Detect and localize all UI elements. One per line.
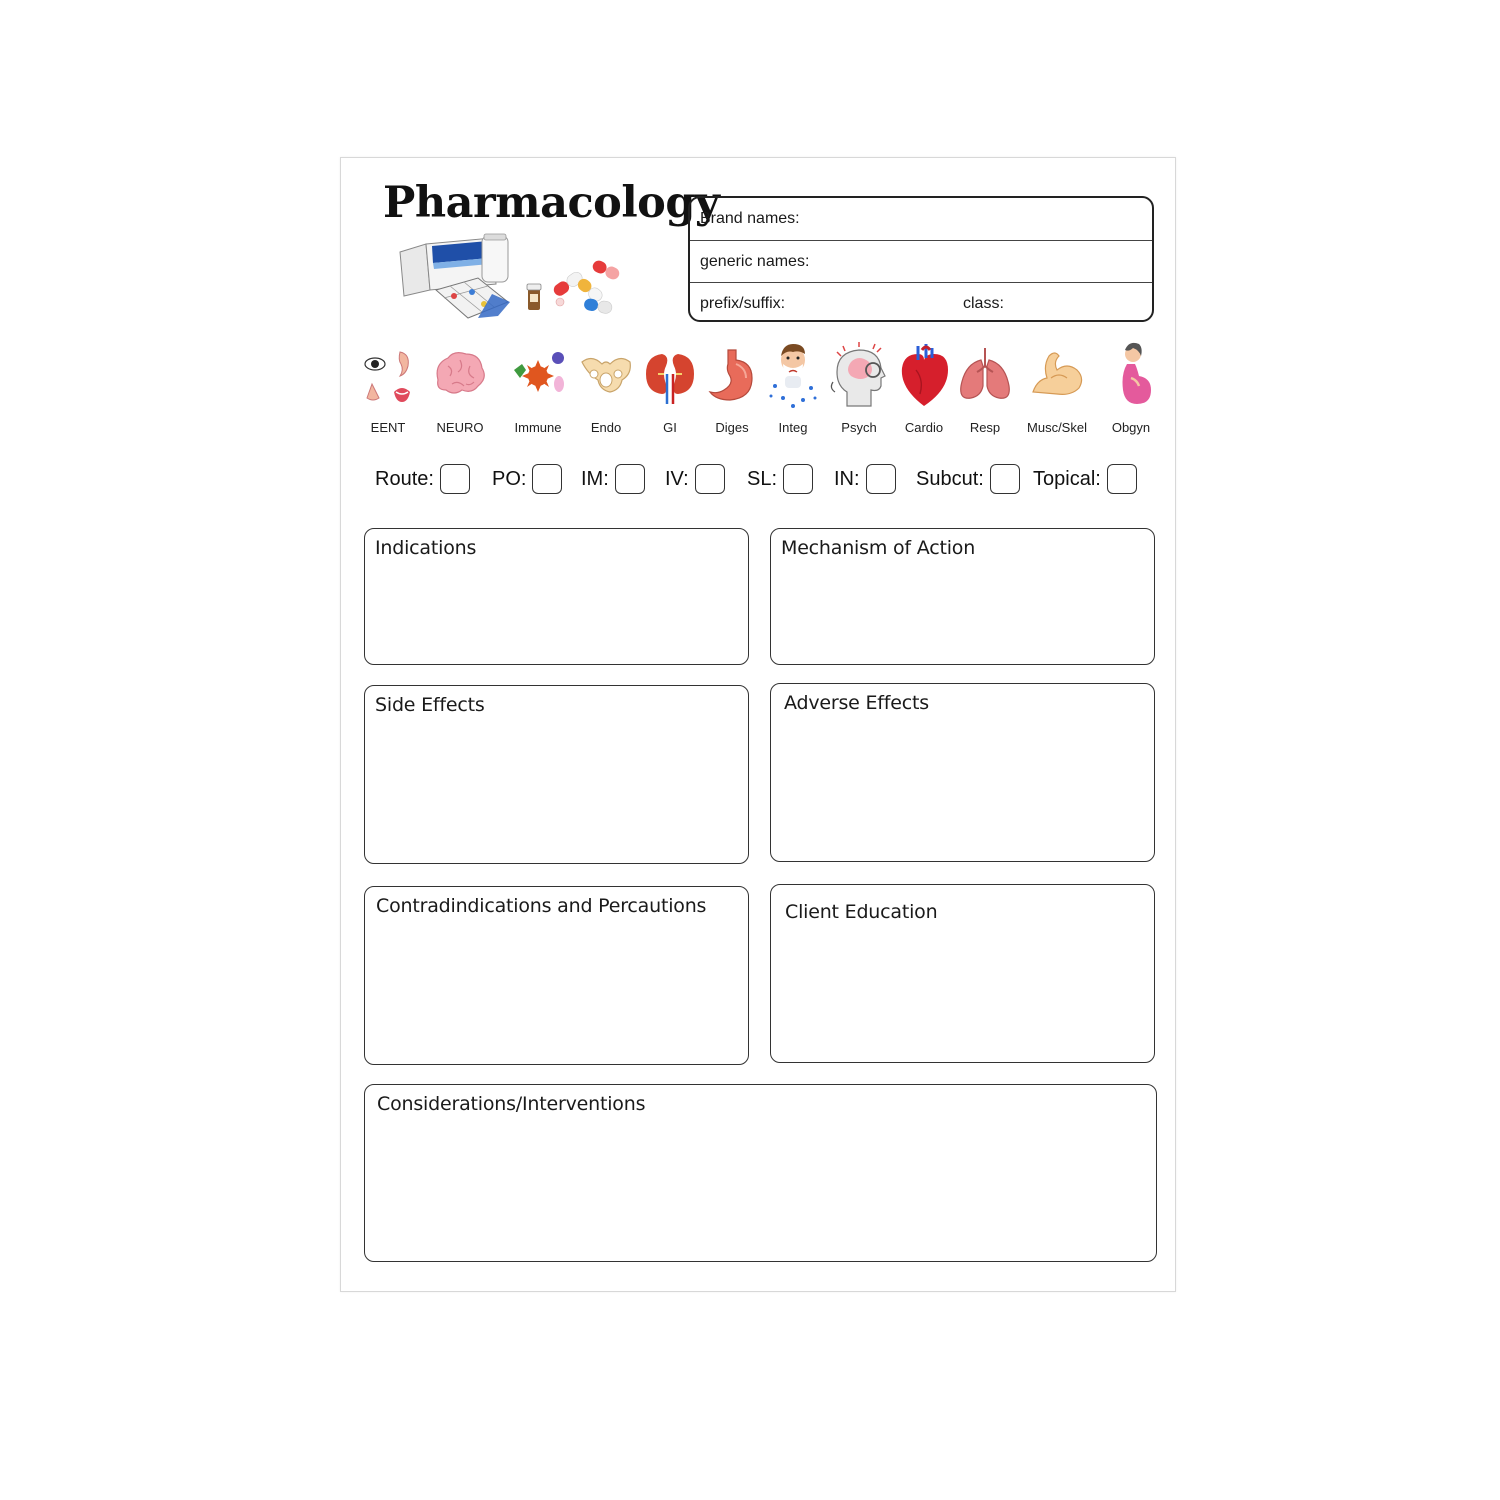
page-title: Pharmacology <box>383 178 720 228</box>
section-title: Mechanism of Action <box>781 537 976 559</box>
medicine-illustration <box>392 232 624 324</box>
system-label: Diges <box>715 420 749 435</box>
stomach-icon <box>702 340 762 412</box>
system-label: Psych <box>841 420 877 435</box>
prefix-suffix-label: prefix/suffix: <box>700 294 786 312</box>
muscle-arm-icon <box>1027 340 1087 412</box>
section-title: Client Education <box>785 901 938 923</box>
im-checkbox[interactable] <box>615 464 645 494</box>
brand-names-label: Brand names: <box>700 210 800 227</box>
route-label: Route: <box>375 461 470 497</box>
brand-names-field[interactable] <box>690 198 1152 240</box>
immune-cells-icon <box>508 340 568 412</box>
head-puzzle-icon <box>829 340 889 412</box>
system-psych[interactable] <box>822 340 896 440</box>
route-option-sl[interactable] <box>747 461 813 497</box>
mechanism-of-action-section[interactable] <box>770 528 1155 665</box>
route-option-iv[interactable] <box>665 461 725 497</box>
route-option-po[interactable] <box>492 461 562 497</box>
system-obgyn[interactable] <box>1094 340 1168 440</box>
route-option-im[interactable] <box>581 461 645 497</box>
adverse-effects-section[interactable] <box>770 683 1155 862</box>
route-option-label: Subcut: <box>916 467 984 490</box>
in-checkbox[interactable] <box>866 464 896 494</box>
subcut-checkbox[interactable] <box>990 464 1020 494</box>
route-option-in[interactable] <box>834 461 896 497</box>
section-title: Adverse Effects <box>784 692 929 714</box>
prefix-class-field[interactable] <box>690 282 1152 322</box>
system-label: Endo <box>590 420 622 435</box>
contraindications-section[interactable] <box>364 886 749 1065</box>
route-option-label: PO: <box>492 467 527 490</box>
route-option-label: IV: <box>665 467 689 490</box>
system-label: Integ <box>778 420 808 435</box>
system-label: Obgyn <box>1111 420 1151 435</box>
side-effects-section[interactable] <box>364 685 749 864</box>
sl-checkbox[interactable] <box>783 464 813 494</box>
capsules-icon <box>551 259 621 315</box>
generic-names-field[interactable] <box>690 240 1152 282</box>
system-label: EENT <box>370 420 406 435</box>
topical-checkbox[interactable] <box>1107 464 1137 494</box>
client-education-section[interactable] <box>770 884 1155 1063</box>
route-checkbox[interactable] <box>440 464 470 494</box>
body-systems-row <box>356 340 1162 440</box>
system-neuro[interactable] <box>423 340 497 440</box>
route-option-label: IN: <box>834 467 860 490</box>
iv-checkbox[interactable] <box>695 464 725 494</box>
system-musc-skel[interactable] <box>1020 340 1094 440</box>
route-option-label: Topical: <box>1033 467 1101 490</box>
route-selector <box>375 461 1155 497</box>
pelvis-icon <box>576 340 636 412</box>
system-eent[interactable] <box>351 340 425 440</box>
pregnant-woman-icon <box>1101 340 1161 412</box>
considerations-interventions-section[interactable] <box>364 1084 1157 1262</box>
route-option-label: IM: <box>581 467 609 490</box>
generic-names-label: generic names: <box>700 252 810 270</box>
system-endo[interactable] <box>569 340 643 440</box>
eent-icon <box>358 340 418 412</box>
drug-names-box <box>688 196 1154 322</box>
route-option-topical[interactable] <box>1033 461 1137 497</box>
route-option-subcut[interactable] <box>916 461 1020 497</box>
heart-icon <box>894 340 954 412</box>
section-title: Side Effects <box>375 694 485 716</box>
lungs-icon <box>955 340 1015 412</box>
sneezing-person-icon <box>763 340 823 412</box>
system-label: NEURO <box>436 420 484 435</box>
system-label: GI <box>663 420 677 435</box>
kidney-icon <box>640 340 700 412</box>
section-title: Indications <box>375 537 477 559</box>
system-label: Immune <box>514 420 562 435</box>
class-label: class: <box>963 294 1004 312</box>
route-option-label: SL: <box>747 467 778 490</box>
indications-section[interactable] <box>364 528 749 665</box>
system-immune[interactable] <box>501 340 575 440</box>
system-label: Resp <box>969 420 1001 435</box>
section-title: Contradindications and Percautions <box>376 895 707 917</box>
system-label: Musc/Skel <box>1027 420 1087 435</box>
po-checkbox[interactable] <box>532 464 562 494</box>
section-title: Considerations/Interventions <box>377 1093 646 1115</box>
brain-icon <box>430 340 490 412</box>
pill-bottle-icon <box>527 284 541 310</box>
system-label: Cardio <box>904 420 944 435</box>
system-resp[interactable] <box>948 340 1022 440</box>
system-integ[interactable] <box>756 340 830 440</box>
